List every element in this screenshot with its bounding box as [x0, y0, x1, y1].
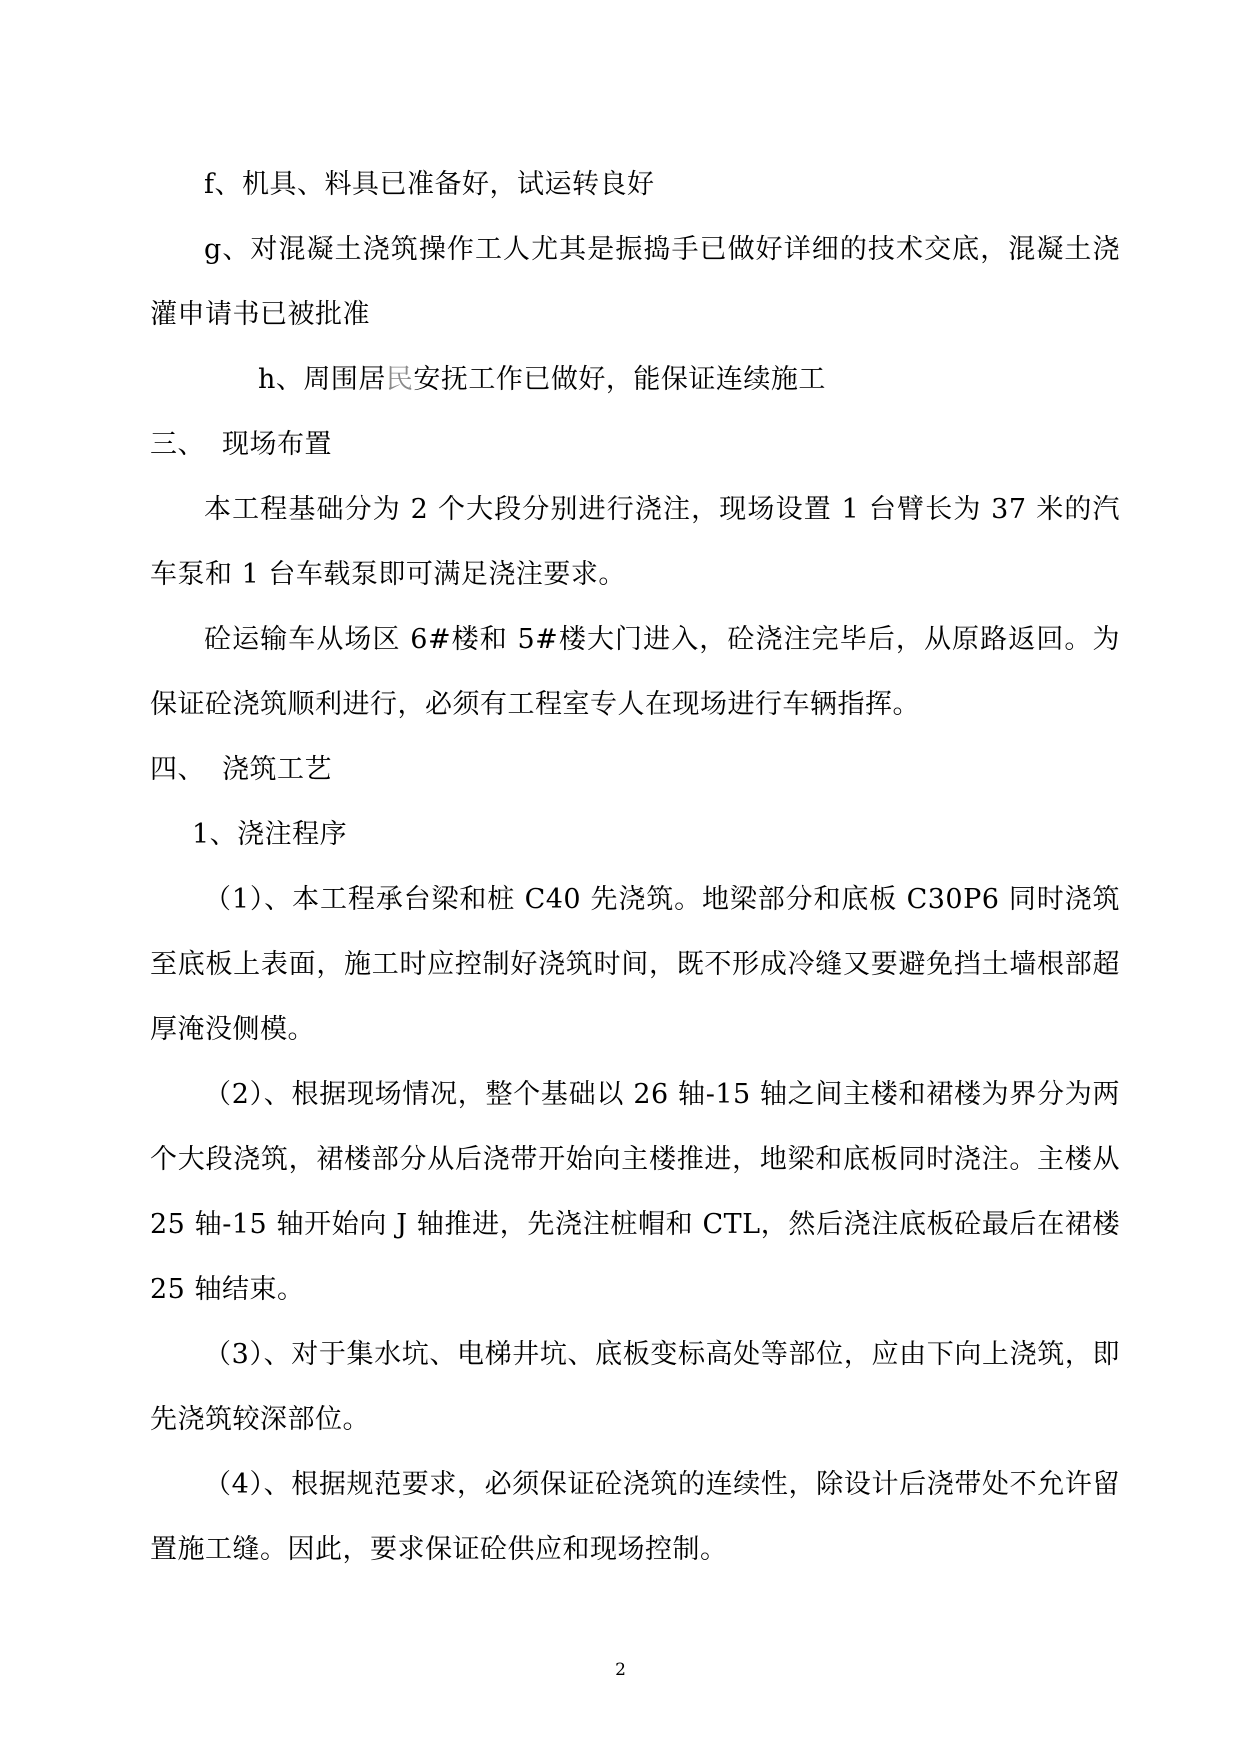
paragraph-h-faded-char: 民 — [385, 364, 414, 395]
section-4-title: 浇筑工艺 — [222, 754, 332, 785]
paragraph-h-text-end: 安抚工作已做好，能保证连续施工 — [413, 364, 826, 395]
item-4-paragraph: （4）、根据规范要求，必须保证砼浇筑的连续性，除设计后浇带处不允许留置施工缝。因此，要求保证砼供应和现场控制。 — [150, 1469, 1120, 1565]
document-body — [150, 152, 1120, 1582]
item-3-paragraph: （3）、对于集水坑、电梯井坑、底板变标高处等部位，应由下向上浇筑，即先浇筑较深部位。 — [150, 1339, 1120, 1435]
section-4-number: 四、 — [150, 754, 205, 785]
paragraph-h-text-start: h、周围居 — [258, 364, 386, 395]
section-3-paragraph-1: 本工程基础分为 2 个大段分别进行浇注，现场设置 1 台臂长为 37 米的汽车泵和 1 台车载泵即可满足浇注要求。 — [150, 494, 1120, 590]
section-3-title: 现场布置 — [222, 429, 332, 460]
paragraph-f: f、机具、料具已准备好，试运转良好 — [204, 169, 655, 200]
item-2-paragraph: （2）、根据现场情况，整个基础以 26 轴-15 轴之间主楼和裙楼为界分为两个大段浇筑，裙楼部分从后浇带开始向主楼推进，地梁和底板同时浇注。主楼从 25 轴-15 轴开始向 J 轴推进，先浇注桩帽和 CTL，然后浇注底板砼最后在裙楼 25 轴结束。 — [150, 1079, 1120, 1305]
section-3-number: 三、 — [150, 429, 205, 460]
page-number: 2 — [615, 1660, 626, 1680]
subsection-1-title: 1、浇注程序 — [192, 819, 348, 850]
section-3-heading — [150, 412, 1120, 477]
section-4-heading — [150, 737, 1120, 802]
paragraph-h — [150, 347, 1120, 412]
item-1-paragraph: （1）、本工程承台梁和桩 C40 先浇筑。地梁部分和底板 C30P6 同时浇筑至底板上表面，施工时应控制好浇筑时间，既不形成冷缝又要避免挡土墙根部超厚淹没侧模。 — [150, 884, 1120, 1045]
paragraph-g: g、对混凝土浇筑操作工人尤其是振捣手已做好详细的技术交底，混凝土浇灌申请书已被批准 — [150, 234, 1120, 330]
section-3-paragraph-2: 砼运输车从场区 6#楼和 5#楼大门进入，砼浇注完毕后，从原路返回。为保证砼浇筑顺利进行，必须有工程室专人在现场进行车辆指挥。 — [150, 624, 1120, 720]
